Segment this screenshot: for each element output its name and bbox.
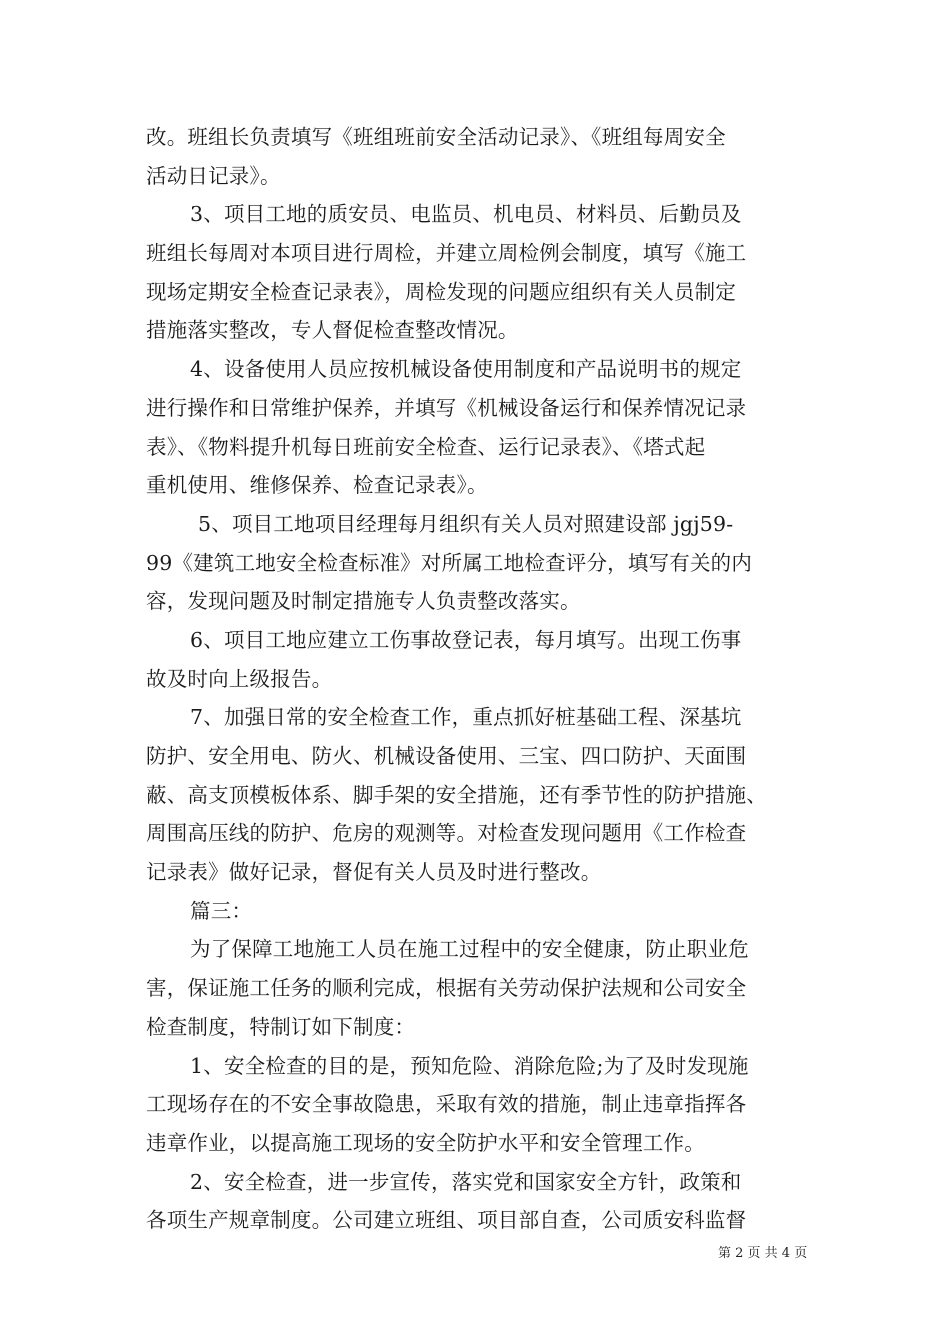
text-line: 班组长每周对本项目进行周检，并建立周检例会制度，填写《施工: [146, 241, 747, 266]
text-line: 容，发现问题及时制定措施专人负责整改落实。: [146, 589, 581, 614]
paragraph-7-line: 7、加强日常的安全检查工作，重点抓好桩基础工程、深基坑: [190, 705, 742, 730]
text-line: 活动日记录》。: [146, 163, 281, 188]
text-line: 周围高压线的防护、危房的观测等。对检查发现问题用《工作检查: [146, 821, 747, 846]
text-line: 记录表》做好记录，督促有关人员及时进行整改。: [146, 860, 602, 885]
text-line: 害，保证施工任务的顺利完成，根据有关劳动保护法规和公司安全: [146, 976, 747, 1001]
text-line: 措施落实整改，专人督促检查整改情况。: [146, 318, 519, 343]
text-line: 检查制度，特制订如下制度：: [146, 1014, 416, 1039]
text-line: 违章作业，以提高施工现场的安全防护水平和安全管理工作。: [146, 1130, 705, 1155]
section-heading: 篇三：: [190, 898, 253, 923]
text-line: 防护、安全用电、防火、机械设备使用、三宝、四口防护、天面围: [146, 744, 747, 768]
text-line: 表》、《物料提升机每日班前安全检查、运行记录表》、《塔式起: [146, 434, 706, 459]
item-1-line: 1、安全检查的目的是，预知危险、消除危险;为了及时发现施: [190, 1053, 749, 1078]
text-line: 故及时向上级报告。: [146, 666, 333, 691]
text-line: 蔽、高支顶模板体系、脚手架的安全措施，还有季节性的防护措施、: [146, 782, 767, 807]
text-line: 进行操作和日常维护保养，并填写《机械设备运行和保养情况记录: [146, 395, 747, 420]
text-line: 重机使用、维修保养、检查记录表》。: [146, 473, 488, 498]
body-text: [146, 118, 814, 1240]
text-line: 各项生产规章制度。公司建立班组、项目部自查，公司质安科监督: [146, 1208, 747, 1233]
paragraph-6-line: 6、项目工地应建立工伤事故登记表，每月填写。出现工伤事: [190, 627, 742, 652]
text-line: 工现场存在的不安全事故隐患，采取有效的措施，制止违章指挥各: [146, 1092, 747, 1117]
paragraph-3-line: 3、项目工地的质安员、电监员、机电员、材料员、后勤员及: [190, 202, 742, 227]
paragraph-5-line: 5、项目工地项目经理每月组织有关人员对照建设部 jgj59-: [198, 511, 734, 536]
item-2-line: 2、安全检查，进一步宣传，落实党和国家安全方针，政策和: [190, 1169, 742, 1194]
text-line: 99《建筑工地安全检查标准》对所属工地检查评分，填写有关的内: [146, 550, 753, 575]
intro-paragraph-line: 为了保障工地施工人员在施工过程中的安全健康，防止职业危: [190, 937, 749, 962]
text-line: 改。班组长负责填写《班组班前安全活动记录》、《班组每周安全: [146, 125, 726, 149]
text-line: 现场定期安全检查记录表》，周检发现的问题应组织有关人员制定: [146, 279, 737, 304]
paragraph-4-line: 4、设备使用人员应按机械设备使用制度和产品说明书的规定: [190, 357, 742, 382]
page-number: 第 2 页 共 4 页: [718, 1246, 808, 1261]
